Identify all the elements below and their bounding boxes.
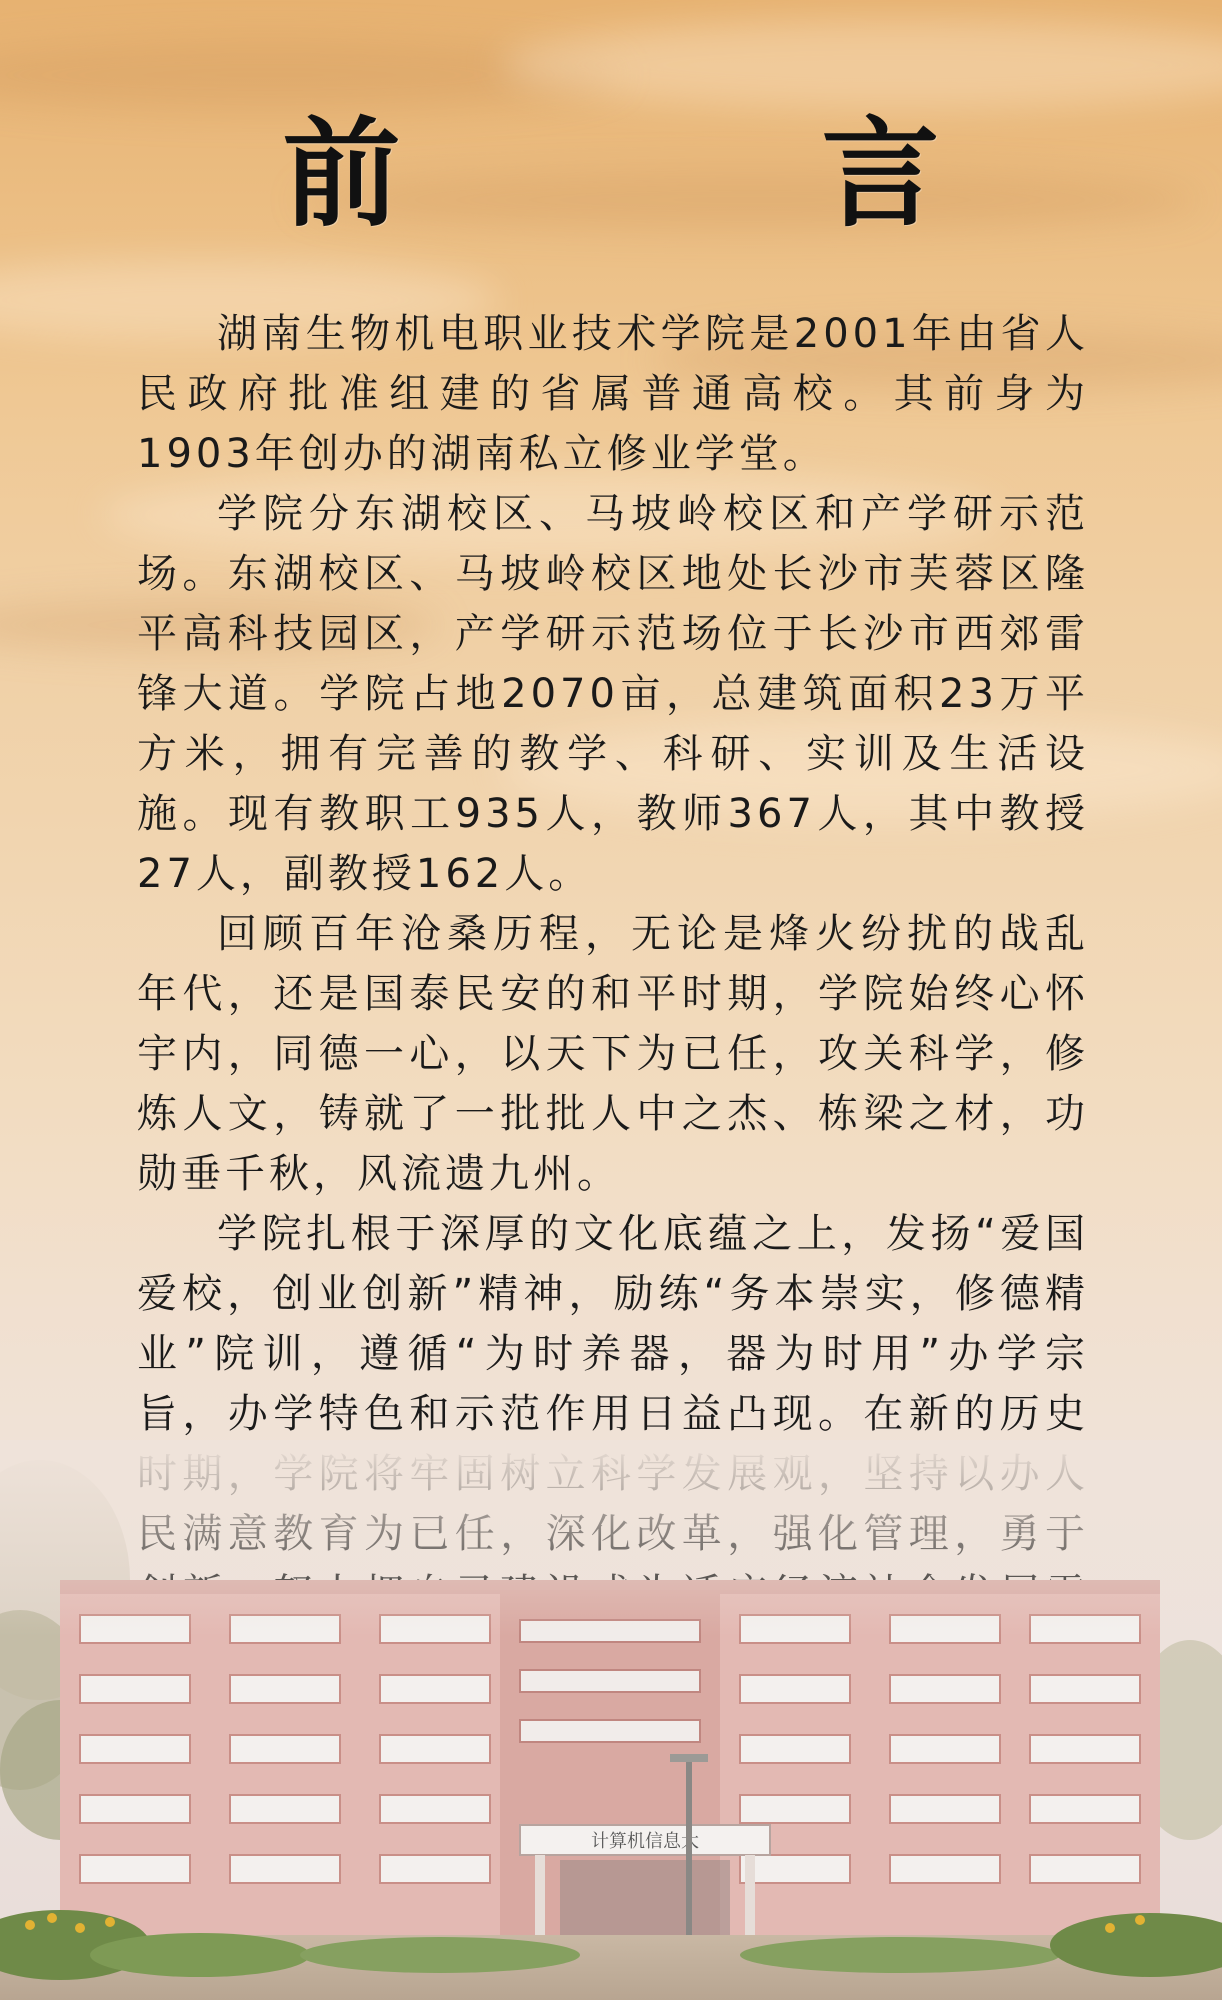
paragraph-campus: 学院分东湖校区、马坡岭校区和产学研示范场。东湖校区、马坡岭校区地处长沙市芙蓉区隆平高科技园区，产学研示范场位于长沙市西郊雷锋大道。学院占地2070亩，总建筑面积23万平方米，拥有完善的教学、科研、实训及生活设施。现有教职工935人，教师367人，其中教授27人，副教授162人。 bbox=[137, 491, 1089, 897]
cloud-streak bbox=[500, 20, 1222, 110]
paragraph-intro: 湖南生物机电职业技术学院是2001年由省人民政府批准组建的省属普通高校。其前身为1903年创办的湖南私立修业学堂。 bbox=[137, 311, 1089, 477]
page-title: 前 言 bbox=[282, 104, 1130, 243]
paragraph-mission: 学院扎根于深厚的文化底蕴之上，发扬“爱国爱校，创业创新”精神，励练“务本崇实，修德精业”院训，遵循“为时养器，器为时用”办学宗旨，办学特色和示范作用日益凸现。在新的历史 bbox=[137, 1211, 1089, 1437]
paragraph-history: 回顾百年沧桑历程，无论是烽火纷扰的战乱年代，还是国泰民安的和平时期，学院始终心怀宇内，同德一心，以天下为已任，攻关科学，修炼人文，铸就了一批批人中之杰、栋梁之材，功勋垂千秋，风流遗九州。 bbox=[137, 911, 1089, 1197]
campus-building-illustration bbox=[0, 1440, 1222, 2000]
